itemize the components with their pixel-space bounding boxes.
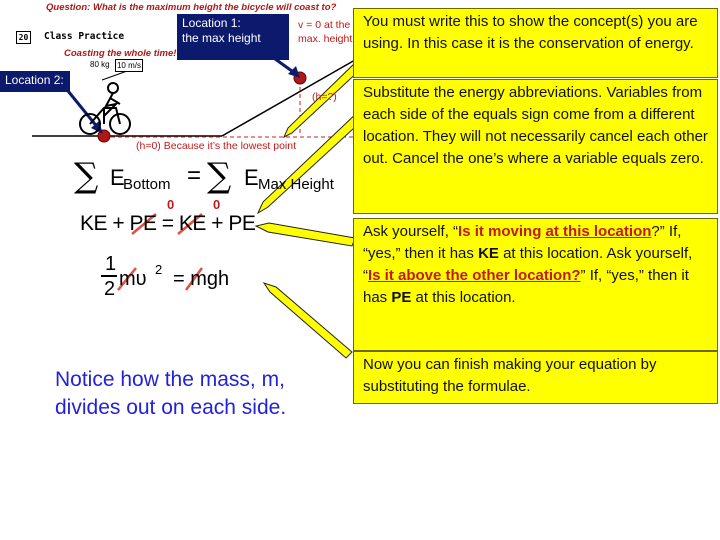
box3-text-4: ” If, “yes,” then it has (363, 267, 689, 306)
box3-at-this-location: at this location (545, 223, 652, 240)
fraction-bar (101, 275, 117, 277)
box3-ke: KE (478, 245, 499, 262)
bottom-subscript: Bottom (123, 176, 171, 193)
fraction-denominator: 2 (104, 278, 116, 300)
box3-pe: PE (391, 289, 412, 306)
box3-text-2: ?” If, “yes,” then it has (363, 223, 682, 262)
notice-text: Notice how the mass, m, divides out on each side. (55, 368, 287, 419)
fraction-numerator: 1 (105, 253, 117, 275)
sum-symbol-right: ∑ (207, 156, 232, 196)
box3-text-3: at this location. Ask yourself, “ (363, 245, 693, 284)
location1-label (177, 14, 289, 60)
location2-label: Location 2: (0, 71, 70, 92)
callout-substitute: Substitute the energy abbreviations. Variables from each side of the equals sign come from a different location. They will not necessarily cancel each other out. Cancel the one’s where a variable equals zero. (353, 79, 718, 214)
speed-label: 10 m/s (116, 61, 141, 70)
box3-is-it-moving: Is it moving (458, 223, 546, 240)
mass-label: 80 kg (90, 60, 110, 69)
class-practice-label: Class Practice (44, 31, 125, 42)
bicycle-icon (80, 83, 130, 134)
max-height-subscript: Max Height (258, 176, 334, 193)
ke-pe-equation: KE + PE = KE + PE (80, 212, 256, 235)
callout-finish: Now you can finish making your equation by substituting the formulae. (353, 351, 718, 404)
zero-marker-ke: 0 (213, 197, 221, 212)
velocity-zero-note (298, 18, 354, 46)
height-unknown-note: (h=?) (312, 91, 337, 103)
v-zero-line2: max. height (298, 33, 353, 45)
mgh-term: = mgh (173, 268, 230, 290)
location1-line2: the max height (182, 31, 261, 45)
height-zero-note: (h=0) Because it’s the lowest point (136, 140, 297, 152)
energy-symbol-left: E (110, 165, 125, 190)
box3-text-1: Ask yourself, “ (363, 223, 459, 240)
zero-marker-pe: 0 (167, 197, 175, 212)
question-text: Question: What is the maximum height the bicycle will coast to? (46, 2, 337, 13)
callout-ask-yourself (353, 218, 718, 351)
mass-velocity-term: mυ (119, 268, 147, 290)
v-zero-line1: v = 0 at the (298, 19, 351, 31)
equals-sign: = (187, 162, 202, 189)
box3-is-it-above: Is it above the (368, 267, 473, 284)
energy-symbol-right: E (244, 165, 259, 190)
box3-text-5: at this location. (411, 289, 516, 306)
callout-conservation: You must write this to show the concept(s) you are using. In this case it is the conservation of energy. (353, 8, 718, 78)
coasting-note: Coasting the whole time! (64, 48, 177, 59)
location1-line1: Location 1: (182, 16, 241, 30)
problem-number-badge: 20 (16, 31, 31, 44)
squared-exponent: 2 (155, 262, 163, 277)
box3-other-location: other location? (472, 267, 581, 284)
sum-symbol-left: ∑ (74, 156, 99, 196)
